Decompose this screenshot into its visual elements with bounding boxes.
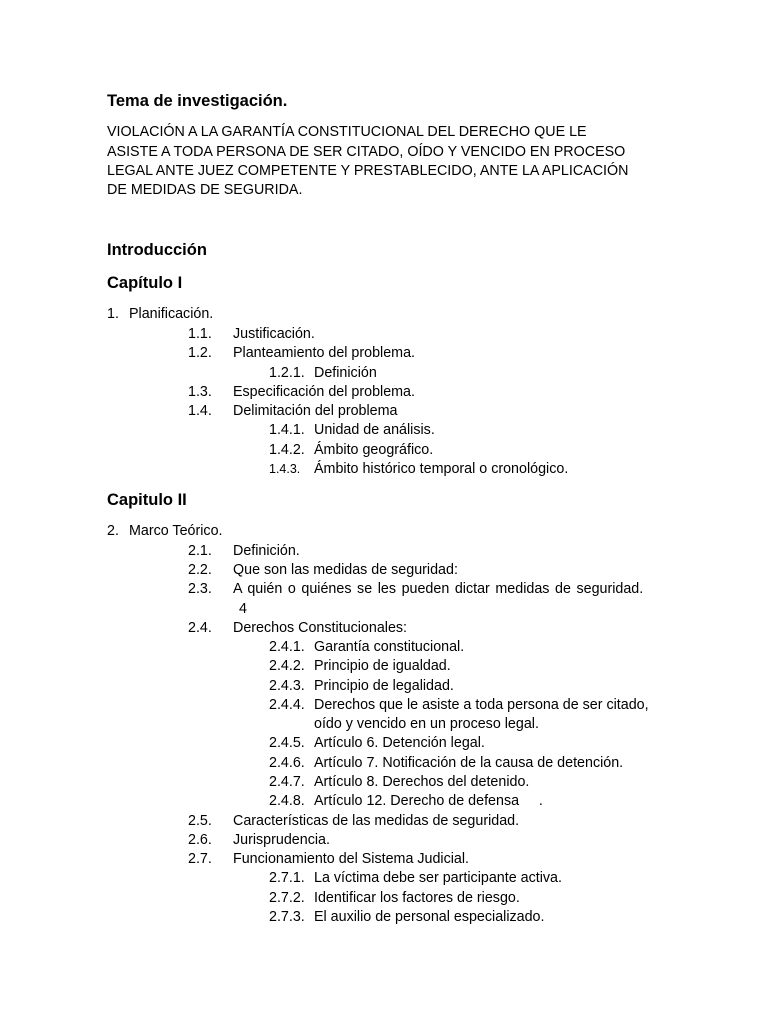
toc-text: Identificar los factores de riesgo.: [314, 890, 520, 906]
toc-number: 1.2.1.: [269, 365, 305, 381]
toc-number: 2.: [107, 523, 119, 539]
toc-number: 1.1.: [188, 326, 212, 342]
toc-page-number: 4: [239, 601, 247, 617]
toc-number: 2.2.: [188, 562, 212, 578]
topic-line: VIOLACIÓN A LA GARANTÍA CONSTITUCIONAL DEL DERECHO QUE LE: [107, 124, 587, 140]
intro-heading: Introducción: [107, 241, 207, 259]
topic-line: LEGAL ANTE JUEZ COMPETENTE Y PRESTABLECIDO, ANTE LA APLICACIÓN: [107, 163, 629, 179]
toc-number: 2.4.6.: [269, 755, 305, 771]
toc-number: 2.4.1.: [269, 639, 305, 655]
toc-text: Marco Teórico.: [129, 523, 223, 539]
toc-text: Principio de igualdad.: [314, 658, 451, 674]
toc-text: Definición: [314, 365, 377, 381]
toc-text: Artículo 12. Derecho de defensa .: [314, 793, 543, 809]
toc-text-continuation: oído y vencido en un proceso legal.: [314, 716, 539, 732]
toc-text: Artículo 6. Detención legal.: [314, 735, 485, 751]
toc-number: 1.3.: [188, 384, 212, 400]
topic-line: DE MEDIDAS DE SEGURIDA.: [107, 182, 303, 198]
toc-text: Derechos que le asiste a toda persona de ser citado,: [314, 697, 649, 713]
toc-text: Características de las medidas de seguridad.: [233, 813, 520, 829]
toc-number: 1.4.: [188, 403, 212, 419]
toc-text: Unidad de análisis.: [314, 422, 435, 438]
toc-number: 2.1.: [188, 543, 212, 559]
toc-number: 1.4.2.: [269, 442, 305, 458]
toc-number: 1.4.3.: [269, 462, 301, 476]
toc-text: Artículo 8. Derechos del detenido.: [314, 774, 530, 790]
toc-text: Artículo 7. Notificación de la causa de detención.: [314, 755, 624, 771]
topic-heading: Tema de investigación.: [107, 92, 288, 110]
toc-text: Que son las medidas de seguridad:: [233, 562, 458, 578]
toc-number: 2.4.5.: [269, 735, 305, 751]
toc-text: Derechos Constitucionales:: [233, 620, 408, 636]
toc-number: 2.4.8.: [269, 793, 305, 809]
toc-text: Funcionamiento del Sistema Judicial.: [233, 851, 470, 867]
toc-text: Garantía constitucional.: [314, 639, 465, 655]
toc-text: Delimitación del problema: [233, 403, 398, 419]
toc-number: 1.: [107, 306, 119, 322]
toc-number: 2.7.1.: [269, 870, 305, 886]
toc-text: La víctima debe ser participante activa.: [314, 870, 562, 886]
toc-text: Principio de legalidad.: [314, 678, 454, 694]
toc-number: 2.4.7.: [269, 774, 305, 790]
toc-number: 2.4.2.: [269, 658, 305, 674]
toc-text: Especificación del problema.: [233, 384, 415, 400]
chapter1-heading: Capítulo I: [107, 274, 183, 292]
topic-line: ASISTE A TODA PERSONA DE SER CITADO, OÍDO Y VENCIDO EN PROCESO: [107, 144, 626, 160]
toc-text: Planteamiento del problema.: [233, 345, 415, 361]
toc-text: Ámbito geográfico.: [314, 442, 434, 458]
toc-number: 2.6.: [188, 832, 212, 848]
toc-number: 2.7.3.: [269, 909, 305, 925]
toc-text: Planificación.: [129, 306, 214, 322]
toc-number: 2.4.: [188, 620, 212, 636]
toc-number: 2.4.4.: [269, 697, 305, 713]
toc-text: A quién o quiénes se les pueden dictar medidas de seguridad.: [233, 581, 644, 597]
toc-number: 2.7.2.: [269, 890, 305, 906]
toc-text: El auxilio de personal especializado.: [314, 909, 545, 925]
toc-number: 1.2.: [188, 345, 212, 361]
toc-number: 2.3.: [188, 581, 212, 597]
toc-text: Justificación.: [233, 326, 315, 342]
toc-text: Ámbito histórico temporal o cronológico.: [314, 461, 569, 477]
toc-number: 2.5.: [188, 813, 212, 829]
toc-text: Jurisprudencia.: [233, 832, 330, 848]
chapter2-heading: Capitulo II: [107, 491, 187, 509]
toc-number: 1.4.1.: [269, 422, 305, 438]
toc-text: Definición.: [233, 543, 300, 559]
toc-number: 2.4.3.: [269, 678, 305, 694]
toc-number: 2.7.: [188, 851, 212, 867]
